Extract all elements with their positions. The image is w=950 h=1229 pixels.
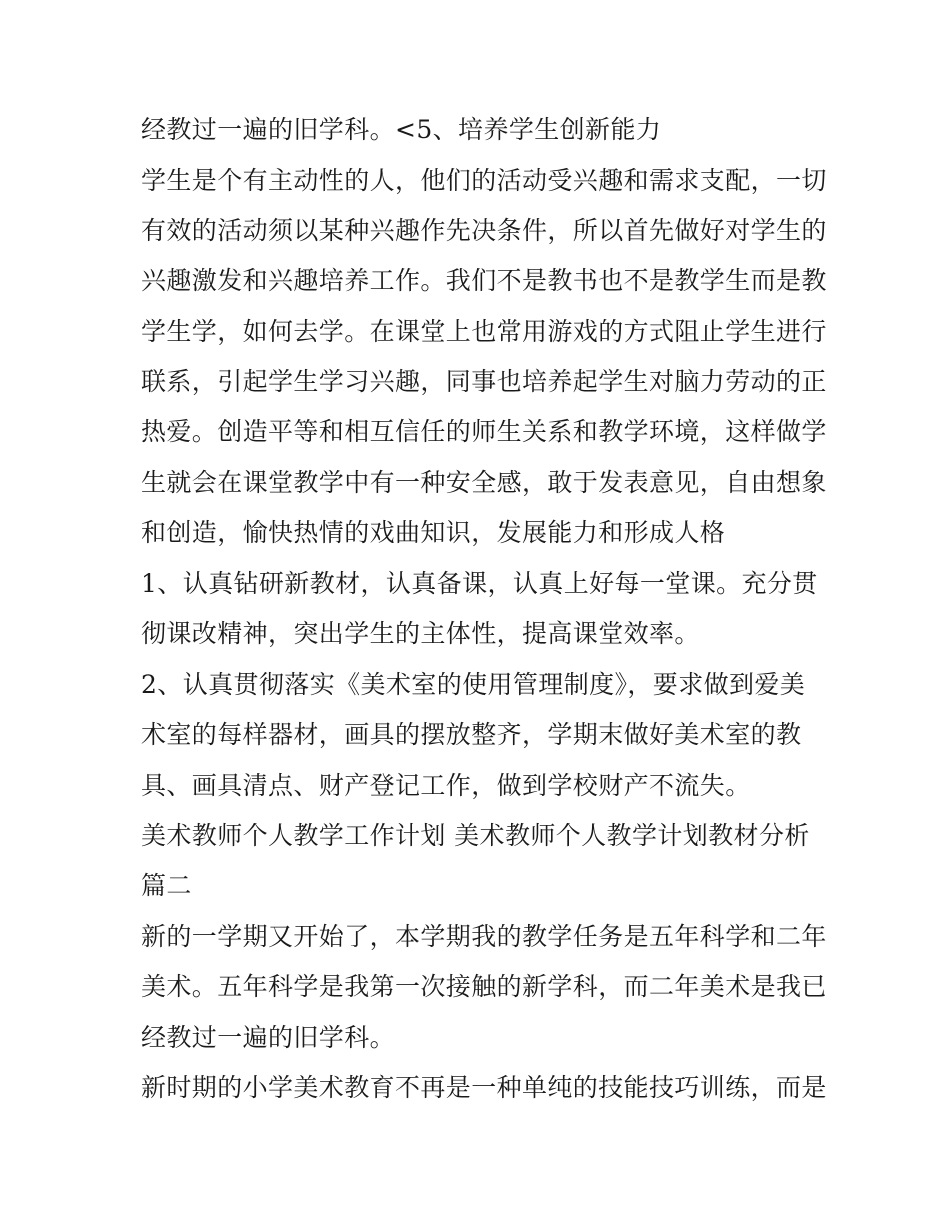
text-line: 兴趣激发和兴趣培养工作。我们不是教书也不是教学生而是教 bbox=[141, 266, 827, 295]
text-line: 经教过一遍的旧学科。 bbox=[141, 1023, 396, 1052]
text-line: 经教过一遍的旧学科。<5、培养学生创新能力 bbox=[141, 115, 662, 144]
text-line: 学生学，如何去学。在课堂上也常用游戏的方式阻止学生进行 bbox=[141, 317, 827, 346]
text-line: 有效的活动须以某种兴趣作先决条件，所以首先做好对学生的 bbox=[141, 216, 827, 245]
text-line: 生就会在课堂教学中有一种安全感，敢于发表意见，自由想象 bbox=[141, 468, 827, 497]
text-line: 新的一学期又开始了，本学期我的教学任务是五年科学和二年 bbox=[141, 922, 827, 951]
text-line: 1、认真钻研新教材，认真备课，认真上好每一堂课。充分贯 bbox=[141, 569, 818, 598]
text-line: 热爱。创造平等和相互信任的师生关系和教学环境，这样做学 bbox=[141, 417, 827, 446]
text-line: 彻课改精神，突出学生的主体性，提高课堂效率。 bbox=[141, 619, 700, 648]
text-line: 学生是个有主动性的人，他们的活动受兴趣和需求支配，一切 bbox=[141, 166, 827, 195]
text-line: 联系，引起学生学习兴趣，同事也培养起学生对脑力劳动的正 bbox=[141, 367, 827, 396]
text-line: 和创造，愉快热情的戏曲知识，发展能力和形成人格 bbox=[141, 518, 726, 547]
text-line: 篇二 bbox=[141, 871, 192, 900]
text-line: 美术。五年科学是我第一次接触的新学科，而二年美术是我已 bbox=[141, 972, 827, 1001]
text-line: 美术教师个人教学工作计划 美术教师个人教学计划教材分析 bbox=[141, 821, 810, 850]
text-line: 术室的每样器材，画具的摆放整齐，学期末做好美术室的教 bbox=[141, 720, 802, 749]
text-line: 2、认真贯彻落实《美术室的使用管理制度》，要求做到爱美 bbox=[141, 670, 806, 699]
text-line: 具、画具清点、财产登记工作，做到学校财产不流失。 bbox=[141, 771, 751, 800]
text-line: 新时期的小学美术教育不再是一种单纯的技能技巧训练，而是 bbox=[141, 1073, 827, 1102]
